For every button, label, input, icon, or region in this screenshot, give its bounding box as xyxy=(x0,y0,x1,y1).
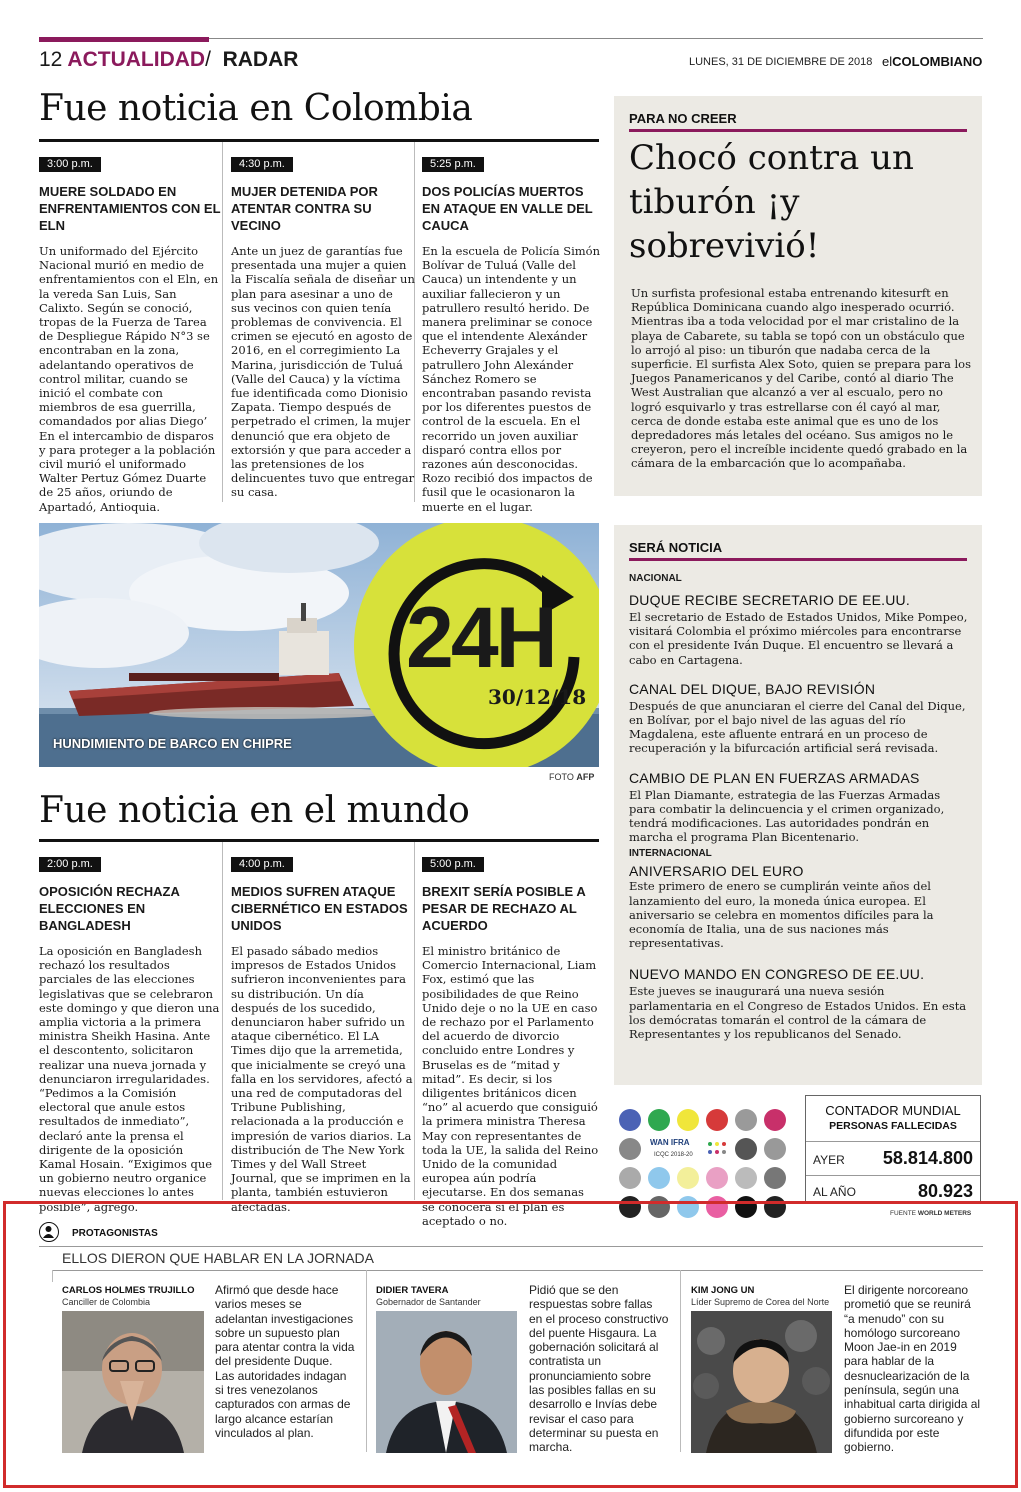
news-item xyxy=(39,152,223,514)
protagonist-name: KIM JONG UN xyxy=(691,1285,755,1296)
brief-body: Este primero de enero se cumplirán veinte años del lanzamiento del euro, la moneda única europea. El aniversario se celebra en momentos difíciles para la economía de Italia, una de sus naciones más representativas. xyxy=(629,879,934,951)
credit-prefix: FOTO xyxy=(549,772,574,782)
brief-title: ANIVERSARIO DEL EURO xyxy=(629,863,804,880)
counter-subtitle: PERSONAS FALLECIDAS xyxy=(829,1120,957,1132)
brand-prefix: el xyxy=(882,54,893,69)
bracket-tick xyxy=(52,1270,53,1282)
sera-noticia-content xyxy=(629,561,969,1041)
person-glyph xyxy=(40,1223,57,1240)
news-headline: BREXIT SERÍA POSIBLE A PESAR DE RECHAZO AL ACUERDO xyxy=(422,884,586,933)
protagonist-photo xyxy=(62,1311,204,1453)
counter-divider xyxy=(806,1141,980,1142)
news-body: En la escuela de Policía Simón Bolívar de Tuluá (Valle del Cauca) un intendente y un auxiliar fallecieron y un patrullero resultó herido. De manera preliminar se conoce que el intendente Alexánder Echeverry Grajales y el patrullero John Alexánder Sánchez Romero se encontraban pasando revista por los diferentes puestos de control de la escuela. En el recorrido un joven auxiliar disparó contra ellos por razones aún desconocidas. Rozo recibió dos impactos de fusil que le ocasionaron la muerte en el lugar. xyxy=(422,244,600,514)
news-headline: OPOSICIÓN RECHAZA ELECCIONES EN BANGLADESH xyxy=(39,884,180,933)
protagonist-text: Pidió que se den respuestas sobre fallas en el proceso constructivo del puente Hisgaura. La gobernación solicitará al contratista un pronunciamiento sobre las posibles fallas en su desarrollo e Invías debe revisar el caso para determinar su puesta en marcha. xyxy=(529,1283,669,1455)
section-separator: / xyxy=(205,48,211,71)
protagonist-name: DIDIER TAVERA xyxy=(376,1285,449,1296)
news-photo xyxy=(39,523,599,767)
badge-24h-text: 24H xyxy=(406,590,555,686)
box-label: PARA NO CREER xyxy=(629,111,737,126)
section-heading xyxy=(39,48,298,72)
news-item xyxy=(422,152,600,514)
internacional-label: INTERNACIONAL xyxy=(629,848,712,860)
protagonist-text: Afirmó que desde hace varios meses se adelantan investigaciones sobre un supuesto plan para atentar contra la vida del presidente Duque. Las autoridades indagan si tres venezolanos capturados con armas de largo alcance estarían vinculados al plan. xyxy=(215,1283,355,1440)
time-badge: 4:30 p.m. xyxy=(231,157,293,172)
source-prefix: FUENTE xyxy=(890,1210,916,1217)
mundo-top-rule xyxy=(39,839,599,842)
brief-title: NUEVO MANDO EN CONGRESO DE EE.UU. xyxy=(629,966,925,983)
news-headline: MUERE SOLDADO EN ENFRENTAMIENTOS CON EL ELN xyxy=(39,184,221,233)
badge-date: 30/12/18 xyxy=(488,685,587,709)
source-name: WORLD METERS xyxy=(917,1210,972,1217)
time-badge: 2:00 p.m. xyxy=(39,857,101,872)
box-headline: Chocó contra un tiburón ¡y sobrevivió! xyxy=(629,138,914,266)
portrait-didier-tavera xyxy=(376,1311,517,1453)
person-icon xyxy=(39,1222,59,1242)
section-accent-bar xyxy=(39,37,209,42)
counter-title: CONTADOR MUNDIAL xyxy=(825,1103,961,1118)
counter-value: 58.814.800 xyxy=(882,1148,973,1168)
brief-title: CAMBIO DE PLAN EN FUERZAS ARMADAS xyxy=(629,769,920,786)
protagonistas-rule xyxy=(39,1246,983,1247)
colombia-top-rule xyxy=(39,139,599,142)
portrait-carlos-holmes xyxy=(62,1311,204,1453)
portrait-kim-jong-un xyxy=(691,1311,832,1453)
protagonist-photo xyxy=(376,1311,517,1453)
brief-title: DUQUE RECIBE SECRETARIO DE EE.UU. xyxy=(629,592,910,608)
time-badge: 4:00 p.m. xyxy=(231,857,293,872)
box-accent-rule xyxy=(629,129,967,132)
world-counter xyxy=(805,1095,981,1205)
para-no-creer-box xyxy=(614,96,982,496)
subsection-name: RADAR xyxy=(222,48,299,71)
section-name: ACTUALIDAD xyxy=(67,48,206,71)
credit-source: AFP xyxy=(576,772,595,782)
colombia-title: Fue noticia en Colombia xyxy=(39,88,473,129)
news-body: El ministro británico de Comercio Internacional, Liam Fox, estimó que las posibilidades de que Reino Unido deje o no la UE en caso de rechazo por el Parlamento del acuerdo de divorcio concluido entre Londres y Bruselas es de “mitad y mitad”. Es decir, si los diligentes británicos dicen “no” al acuerdo que consiguió la primera ministra Theresa May con representantes de toda la UE, la salida del Reino Unido de la comunidad europea aún podría ejecutarse. En dos semanas se conocerá si el plan es aceptado o no. xyxy=(422,944,599,1228)
time-badge: 3:00 p.m. xyxy=(39,157,101,172)
sera-noticia-box xyxy=(614,525,982,1085)
brand-name: COLOMBIANO xyxy=(892,54,983,69)
protagonistas-subtitle: ELLOS DIERON QUE HABLAR EN LA JORNADA xyxy=(62,1250,374,1266)
protagonist-role: Canciller de Colombia xyxy=(62,1297,151,1307)
box-body: Un surfista profesional estaba entrenando kitesurft en República Dominicana cuando algo inesperado ocurrió. Mientras iba a toda velocidad por el mar cristalino de la playa de Cabarete, su tabla se topó con un obstáculo que lo arrojó al piso: un tiburón que nadaba cerca de la superficie. El surfista Alex Soto, quien se prepara para los Juegos Panamericanos y del Caribe, contó al diario The West Australian que alcanzó a ver al escualo, pero no logró esquivarlo y tras estrellarse con él cayó al mar, cerca de donde estaba este animal que es uno de los depredadores más letales del océano. Sus amigos no le creyeron, pero el increíble incidente quedó grabado en la cámara de la embarcación que lo acompañaba. xyxy=(631,286,972,471)
brief-body: Este jueves se inaugurará una nueva sesión parlamentaria en el Congreso de Estados Unidos. En esta los demócratas tomarán el control de la cámara de Representantes y los republicanos del Senado. xyxy=(629,984,967,1042)
protagonist-role: Líder Supremo de Corea del Norte xyxy=(691,1297,830,1307)
news-item xyxy=(422,852,600,1228)
nacional-label: NACIONAL xyxy=(629,573,682,584)
photo-credit xyxy=(549,772,594,782)
protagonist-role: Gobernador de Santander xyxy=(376,1297,481,1307)
time-badge: 5:00 p.m. xyxy=(422,857,484,872)
counter-divider xyxy=(806,1175,980,1176)
issue-date: LUNES, 31 DE DICIEMBRE DE 2018 xyxy=(689,56,873,68)
counter-label: AYER xyxy=(813,1153,845,1167)
news-body: Ante un juez de garantías fue presentada una mujer a quien la Fiscalía señala de diseñar un plan para asesinar a uno de sus vecinos con quien tenía problemas de convivencia. El crimen se ejecutó en agosto de 2016, en el corregimiento La Marina, jurisdicción de Tuluá (Valle del Cauca) y la víctima fue identificada como Dionisio Zapata. Tiempo después de perpetrado el crimen, la mujer denunció que era objeto de extorsión y que para acceder a las pretensiones de los delincuentes tuvo que entregar su casa. xyxy=(231,244,415,500)
photo-caption: HUNDIMIENTO DE BARCO EN CHIPRE xyxy=(53,736,292,751)
column-divider xyxy=(366,1270,367,1452)
protagonist-name: CARLOS HOLMES TRUJILLO xyxy=(62,1285,195,1296)
wan-ifra-logo: WAN IFRA xyxy=(650,1138,690,1147)
news-body: El pasado sábado medios impresos de Estados Unidos sufrieron inconvenientes para su distribución. Un día después de los sucedido, denunciaron haber sufrido un ataque cibernético. El LA Times dijo que la arremetida, que inicialmente se creyó una falla en los servidores, afectó a una red de computadoras del Tribune Publishing, relacionada a la producción e impresión de varios diarios. La distribución de The New York Times y del Wall Street Journal, que se imprimen en la planta, también estuvieron afectadas. xyxy=(231,944,413,1214)
brief-body: El secretario de Estado de Estados Unidos, Mike Pompeo, visitará Colombia el próximo miércoles para encontrarse con el presidente Iván Duque. El encuentro se llevará a cabo en Cartagena. xyxy=(629,610,968,667)
brief-title: CANAL DEL DIQUE, BAJO REVISIÓN xyxy=(629,680,876,697)
color-bar-code: ICQC 2018-20 xyxy=(654,1152,693,1158)
news-headline: MUJER DETENIDA POR ATENTAR CONTRA SU VECINO xyxy=(231,184,378,233)
protagonist-text: El dirigente norcoreano prometió que se reunirá “a menudo” con su homólogo surcoreano Moon Jae-in en 2019 para hablar de la desnuclearización de la península, según una inhabitual carta dirigida al gobierno surcoreano y difundida por este gobierno. xyxy=(844,1283,981,1455)
time-badge: 5:25 p.m. xyxy=(422,157,484,172)
news-item xyxy=(39,852,223,1214)
news-item xyxy=(231,152,415,500)
news-headline: MEDIOS SUFREN ATAQUE CIBERNÉTICO EN ESTADOS UNIDOS xyxy=(231,884,408,933)
protagonistas-rule xyxy=(52,1270,983,1271)
news-item xyxy=(231,852,415,1214)
news-body: Un uniformado del Ejército Nacional murió en medio de enfrentamientos con el Eln, en la vereda San Luis, San Calixto. Según se conoció, tropas de la Fuerza de Tarea de Despliegue Rápido N°3 se encontraban en la zona, adelantando operativos de control militar, cuando se inició el combate con miembros de esa guerrilla, comandados por alias Diego’ En el intercambio de disparos y para proteger a la población civil murió el uniformado Walter Pertuz Gómez Duarte de 25 años, oriundo de Apartadó, Antioquia. xyxy=(39,244,219,514)
page-number: 12 xyxy=(39,48,63,71)
brief-body: El Plan Diamante, estrategia de las Fuerzas Armadas para combatir la delincuencia y el crimen organizado, tendrá modificaciones. Las autoridades pondrán en marcha el programa Plan Bicentenario. xyxy=(629,787,945,845)
news-headline: DOS POLICÍAS MUERTOS EN ATAQUE EN VALLE DEL CAUCA xyxy=(422,184,593,233)
box-label: SERÁ NOTICIA xyxy=(629,540,723,555)
counter-label: AL AÑO xyxy=(813,1185,856,1199)
brief-body: Después de que anunciaran el cierre del Canal del Dique, en Bolívar, por el bajo nivel de las aguas del río Magdalena, este afluente entrará en un proceso de recuperación y la bifurcación artificial será revisada. xyxy=(629,698,966,756)
brand-logo xyxy=(882,54,982,69)
mundo-title: Fue noticia en el mundo xyxy=(39,790,470,831)
column-divider xyxy=(680,1270,681,1452)
protagonistas-label: PROTAGONISTAS xyxy=(72,1228,158,1239)
counter-value: 80.923 xyxy=(917,1181,973,1201)
protagonist-photo xyxy=(691,1311,832,1453)
news-body: La oposición en Bangladesh rechazó los resultados parciales de las elecciones legislativas que se celebraron este domingo y que dieron una amplia victoria a la primera ministra Sheikh Hasina. Ante el descontento, solicitaron realizar una nueva jornada y denunciaron irregularidades. “Pedimos a la Comisión electoral que anule estos resultados de inmediato”, declaró ante la prensa el dirigente de la oposición Kamal Hosain. “Exigimos que un gobierno neutro organice nuevas elecciones lo antes posible”, agregó. xyxy=(39,944,220,1214)
